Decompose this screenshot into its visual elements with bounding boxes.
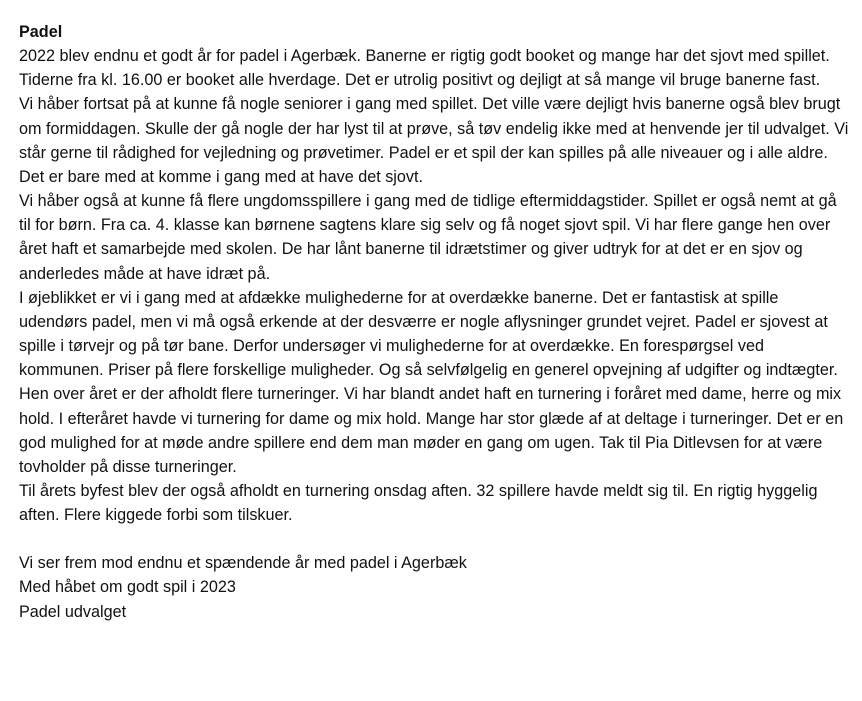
closing-line-wish: Med håbet om godt spil i 2023: [19, 578, 236, 597]
paragraph-season-summary: 2022 blev endnu et godt år for padel i Agerbæk. Banerne er rigtig godt booket og mange har det sjovt med spillet. Tiderne fra kl. 16.00 er booket alle hverdage. Det er utrolig positivt og dejligt at så mange vil bruge banerne fast.: [19, 47, 830, 90]
paragraph-court-roofing: I øjeblikket er vi i gang med at afdække mulighederne for at overdække banerne. Det er fantastisk at spille udendørs padel, men vi må også erkende at der desværre er nogle aflysninger grundet vejret. Padel er sjovest at spille i tørvejr og på tør bane. Derfor undersøger vi mulighederne for at overdække. En forespørgsel ved kommunen. Priser på flere forskellige muligheder. Og så selvfølgelig en generel opvejning af udgifter og indtægter.: [19, 288, 838, 380]
closing-line-outlook: Vi ser frem mod endnu et spændende år med padel i Agerbæk: [19, 554, 467, 573]
document-body: [19, 20, 849, 624]
paragraph-tournaments: Hen over året er der afholdt flere turneringer. Vi har blandt andet haft en turnering i foråret med dame, herre og mix hold. I efteråret havde vi turnering for dame og mix hold. Mange har stor glæde af at deltage i turneringer. Det er en god mulighed for at møde andre spillere end dem man møder en gang om ugen. Tak til Pia Ditlevsen for at være tovholder på disse turneringer.: [19, 385, 844, 476]
paragraph-town-festival: Til årets byfest blev der også afholdt en turnering onsdag aften. 32 spillere havde meldt sig til. En rigtig hyggelig aften. Flere kiggede forbi som tilskuer.: [19, 481, 818, 525]
closing-signature: Padel udvalget: [19, 602, 127, 621]
document-title: Padel: [19, 23, 63, 41]
paragraph-youth: Vi håber også at kunne få flere ungdomsspillere i gang med de tidlige eftermiddagstider. Spillet er også nemt at gå til for børn. Fra ca. 4. klasse kan børnene sagtens klare sig selv og få noget sjovt spil. Vi har flere gange hen over året haft et samarbejde med skolen. De har lånt banerne til idrætstimer og giver udtryk for at det er en sjov og anderledes måde at have idræt på.: [19, 192, 837, 283]
paragraph-spacer: [19, 527, 849, 551]
paragraph-seniors: Vi håber fortsat på at kunne få nogle seniorer i gang med spillet. Det ville være dejligt hvis banerne også blev brugt om formiddagen. Skulle der gå nogle der har lyst til at prøve, så tøv endelig ikke med at henvende jer til udvalget. Vi står gerne til rådighed for vejledning og prøvetimer. Padel er et spil der kan spilles på alle niveauer og i alle aldre. Det er bare med at komme i gang med at have det sjovt.: [19, 95, 849, 186]
